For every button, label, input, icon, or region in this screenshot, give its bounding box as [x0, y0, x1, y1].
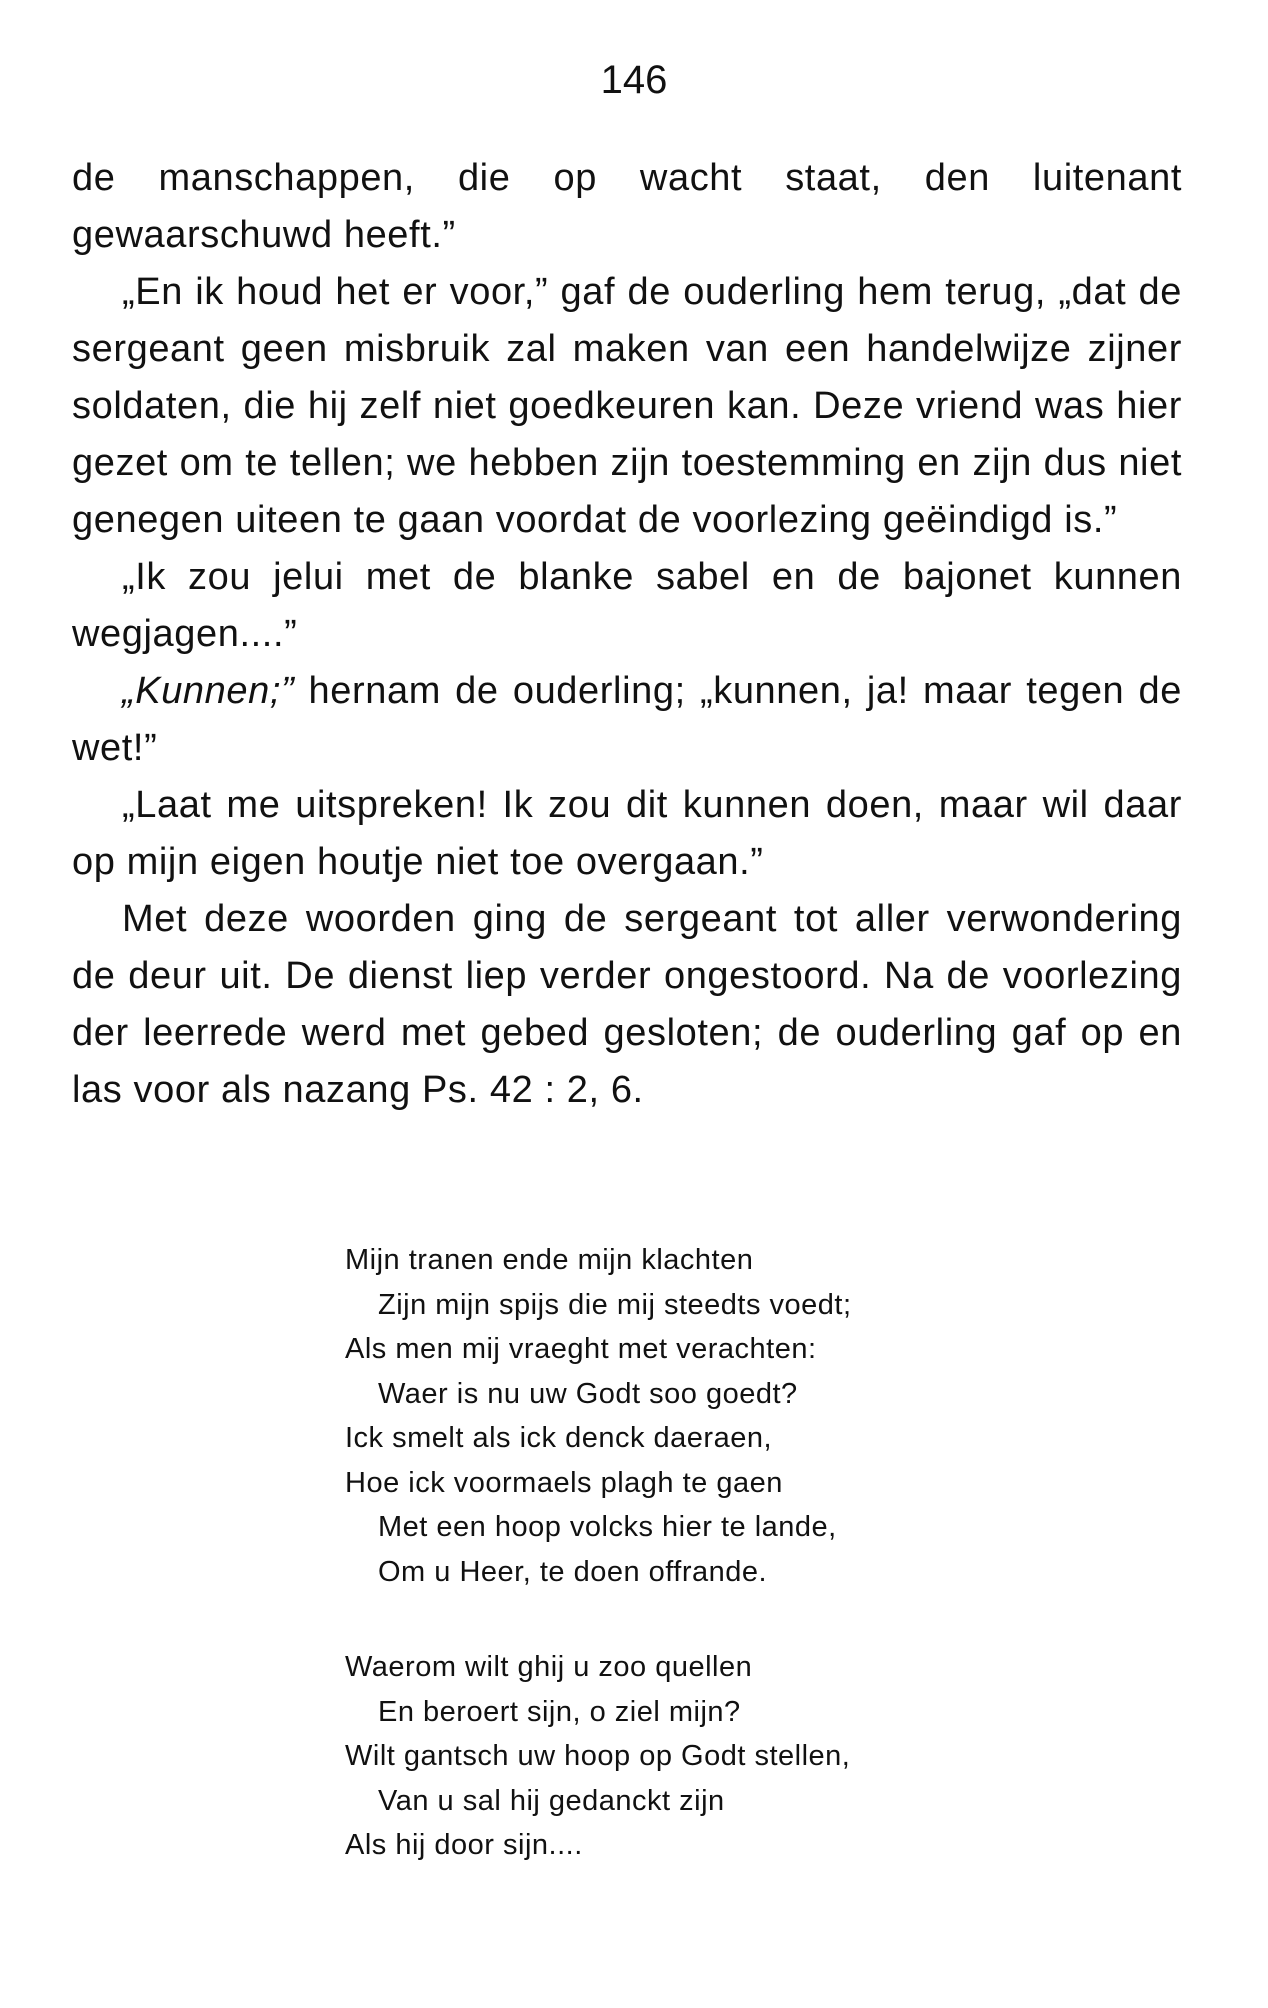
paragraph-1: de manschappen, die op wacht staat, den luitenant gewaarschuwd heeft.” — [72, 157, 1182, 256]
poem-line: Van u sal hij gedanckt zijn — [378, 1784, 725, 1817]
poem-stanza-1 — [345, 1238, 1045, 1594]
poem-line: Waerom wilt ghij u zoo quellen — [345, 1651, 753, 1683]
paragraph-5: „Laat me uitspreken! Ik zou dit kunnen doen, maar wil daar op mijn eigen houtje niet toe overgaan.” — [72, 784, 1182, 883]
poem-line: Met een hoop volcks hier te lande, — [378, 1511, 837, 1543]
poem-line: Ick smelt als ick denck daeraen, — [345, 1422, 773, 1454]
poem-line: Waer is nu uw Godt soo goedt? — [378, 1377, 798, 1410]
prose-body — [72, 150, 1182, 1119]
paragraph-4 — [72, 663, 1182, 777]
page-number: 146 — [600, 58, 668, 102]
paragraph-6: Met deze woorden ging de sergeant tot aller verwondering de deur uit. De dienst liep verder ongestoord. Na de voorlezing der leerrede werd met gebed gesloten; de ouderling gaf op en las voor als nazang Ps. 42 : 2, 6. — [72, 898, 1182, 1111]
poem-line: Als men mij vraeght met verachten: — [345, 1333, 817, 1365]
paragraph-2: „En ik houd het er voor,” gaf de ouderling hem terug, „dat de sergeant geen misbruik zal maken van een handelwijze zijner soldaten, die hij zelf niet goedkeuren kan. Deze vriend was hier gezet om te tellen; we hebben zijn toestemming en zijn dus niet genegen uiteen te gaan voordat de voorlezing geëindigd is.” — [72, 271, 1182, 541]
poem-line: Zijn mijn spijs die mij steedts voedt; — [378, 1288, 852, 1321]
poem-line: Mijn tranen ende mijn klachten — [345, 1244, 754, 1276]
paragraph-4-text: hernam de ouderling; „kunnen, ja! maar tegen de wet!” — [72, 670, 1182, 769]
poem-line: Wilt gantsch uw hoop op Godt stellen, — [345, 1740, 851, 1772]
poem-line: Om u Heer, te doen offrande. — [378, 1555, 768, 1588]
italic-lead: „Kunnen;” — [122, 670, 295, 712]
poem-stanza-2 — [345, 1645, 1045, 1868]
poem-line: Hoe ick voormaels plagh te gaen — [345, 1466, 783, 1499]
poem-line: Als hij door sijn.... — [345, 1829, 583, 1861]
paragraph-3: „Ik zou jelui met de blanke sabel en de bajonet kunnen wegjagen....” — [72, 556, 1182, 655]
poem-line: En beroert sijn, o ziel mijn? — [378, 1695, 741, 1728]
